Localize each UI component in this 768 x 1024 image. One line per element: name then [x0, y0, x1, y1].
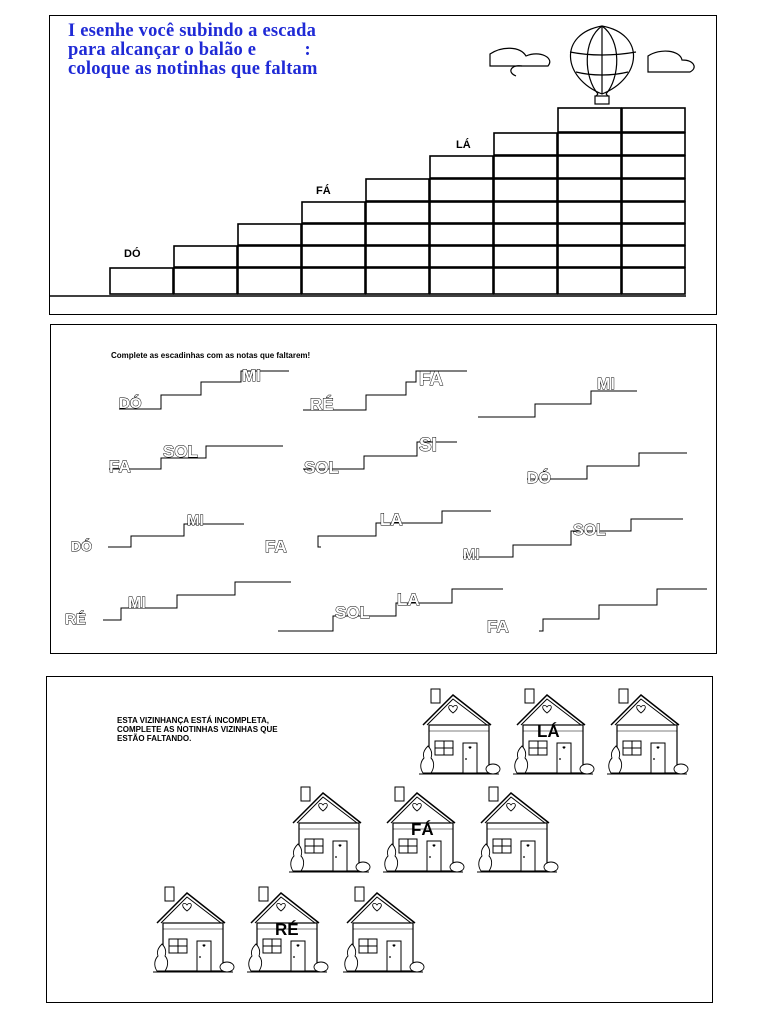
- instruction-text: ESTA VIZINHANÇA ESTÁ INCOMPLETA, COMPLETE AS NOTINHAS VIZINHAS QUE ESTÃO FALTANDO.: [117, 716, 278, 743]
- title-line-1: I esenhe você subindo a escada: [68, 21, 317, 41]
- houses-drawing: [47, 677, 714, 1004]
- title-line-2: para alcançar o balão e :: [68, 40, 311, 60]
- note-r3c2: SOL: [573, 522, 606, 539]
- worksheet-neighborhood: [46, 676, 713, 1003]
- note-r2b2: SI: [419, 435, 437, 456]
- note-label-do: DÓ: [124, 248, 141, 260]
- note-r4a1: RÉ: [65, 611, 86, 628]
- stairs-drawing: [51, 325, 718, 655]
- note-r4b1: SOL: [335, 603, 370, 622]
- note-r2c1: DÓ: [527, 470, 551, 487]
- note-r3a2: MI: [187, 512, 204, 529]
- worksheet-small-stairs: [50, 324, 717, 654]
- note-r1b2: FA: [419, 369, 444, 390]
- note-r4c1: FA: [487, 617, 509, 636]
- house-note-la: LÁ: [537, 722, 560, 741]
- note-r2a2: SOL: [163, 442, 198, 461]
- house-icon: [153, 887, 234, 972]
- note-r1c1: MI: [597, 376, 615, 393]
- house-icon: [607, 689, 688, 774]
- staircase-drawing: [50, 16, 718, 316]
- house-icon: [477, 787, 558, 872]
- title-line-3: coloque as notinhas que faltam: [68, 59, 318, 79]
- note-r3a1: DÓ: [71, 538, 92, 554]
- instruction-text: Complete as escadinhas com as notas que faltarem!: [111, 351, 311, 360]
- hot-air-balloon-icon: [490, 26, 694, 104]
- note-r1a2: MI: [242, 366, 261, 385]
- worksheet-staircase-balloon: [49, 15, 717, 315]
- note-r3b1: FA: [265, 537, 287, 556]
- note-r2b1: SOL: [304, 458, 339, 477]
- house-icon: [343, 887, 424, 972]
- note-r3c1: MI: [463, 546, 480, 563]
- house-icon: [419, 689, 500, 774]
- house-note-re: RÉ: [275, 920, 299, 939]
- note-label-la: LÁ: [456, 139, 471, 151]
- note-r1a1: DÓ: [119, 395, 142, 412]
- house-note-fa: FÁ: [411, 820, 434, 839]
- note-label-fa: FÁ: [316, 185, 331, 197]
- brick-wall: [50, 108, 686, 296]
- note-r2a1: FA: [109, 457, 131, 476]
- note-r1b1: RÉ: [310, 395, 334, 414]
- note-r4a2: MI: [128, 595, 146, 612]
- house-icon: [289, 787, 370, 872]
- note-r3b2: LA: [380, 510, 403, 529]
- note-r4b2: LA: [397, 590, 420, 609]
